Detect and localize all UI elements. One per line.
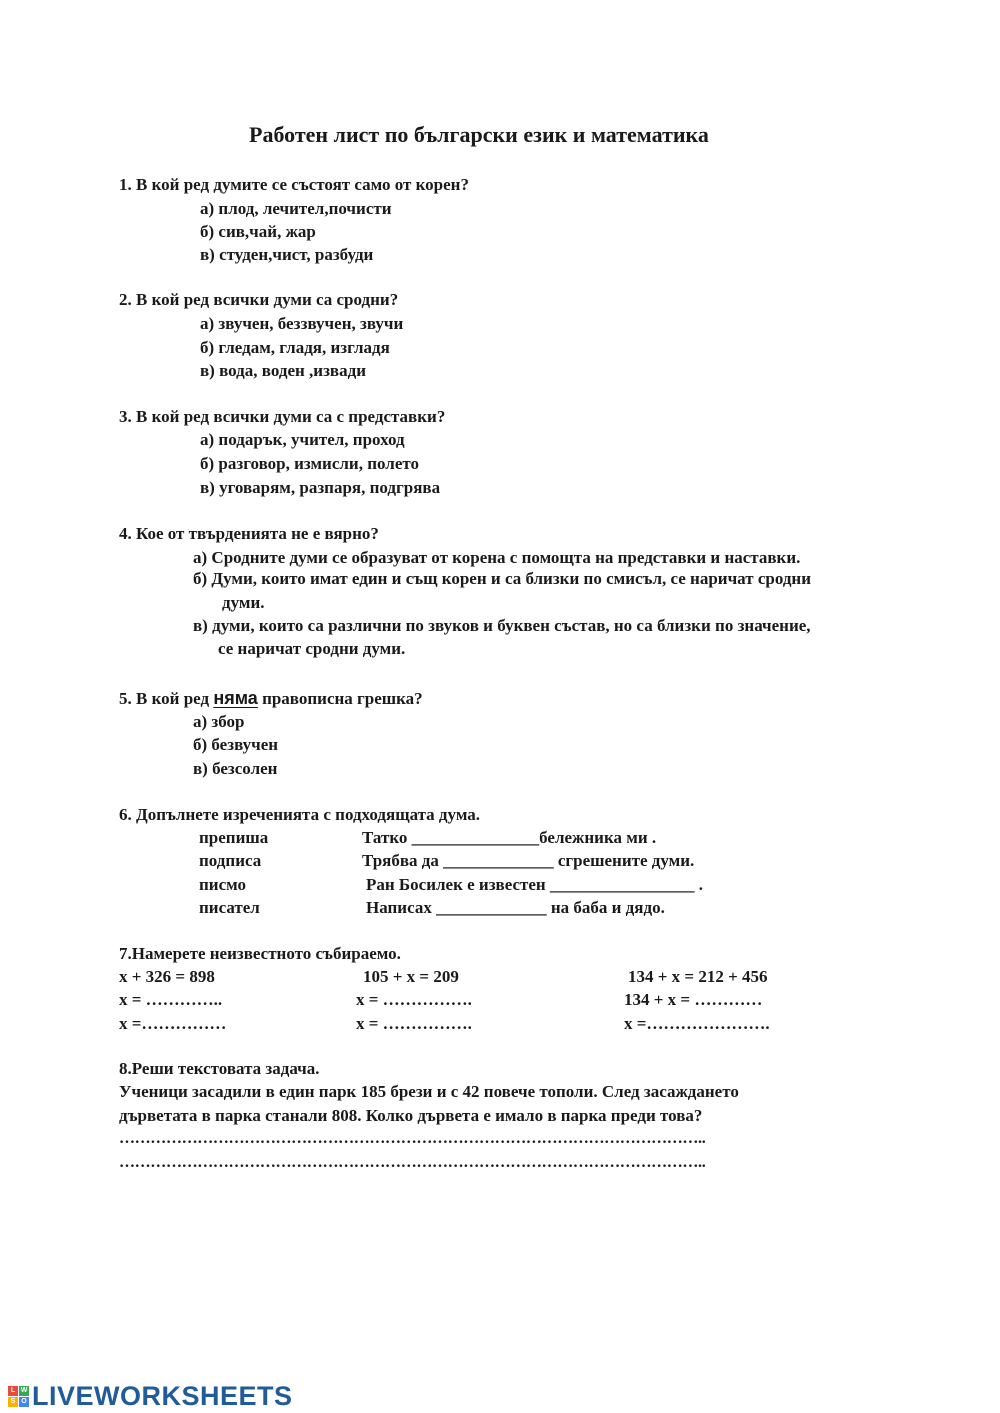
q1-option-c: в) студен,чист, разбуди [200,245,374,264]
q1-option-b: б) сив,чай, жар [200,222,316,241]
q8-answer-line-1[interactable]: ………………………………………………………………………………………………….. [119,1130,706,1147]
q6-sentence-4: Написах _____________ на баба и дядо. [366,898,665,917]
q2-option-a: а) звучен, беззвучен, звучи [200,314,404,333]
q6-sentence-2: Трябва да _____________ сгрешените думи. [362,851,695,870]
q7-col3-line1: 134 + x = 212 + 456 [628,967,768,986]
logo-block-2: W [20,1386,28,1394]
logo-block-1: L [8,1386,18,1396]
q7-col3-line2: 134 + x = ………… [624,990,763,1009]
logo-block-4: O [19,1397,29,1407]
q4-option-b-line1: б) Думи, които имат един и същ корен и са близки по смисъл, се наричат сродни [193,569,812,588]
question-4: 4. Кое от твърденията не е вярно? [119,524,379,543]
q1-option-a: а) плод, лечител,почисти [200,199,392,218]
q6-word-2: подписа [199,851,262,870]
question-8: 8.Реши текстовата задача. [119,1059,320,1078]
q7-col1-line2: x = ………….. [119,990,223,1009]
liveworksheets-logo[interactable] [8,1380,293,1412]
q5-option-b: б) безвучен [193,735,279,754]
q7-col1-line1: x + 326 = 898 [119,967,215,986]
q6-sentence-3: Ран Босилек е известен _________________ . [366,875,703,894]
q6-word-1: препиша [199,828,269,847]
logo-text: LIVEWORKSHEETS [32,1380,293,1411]
q3-option-a: а) подарък, учител, проход [200,430,405,449]
q8-text-line2: дърветата в парка станали 808. Колко дървета е имало в парка преди това? [119,1106,703,1125]
q4-option-c-line2: се наричат сродни думи. [218,639,406,658]
question-7: 7.Намерете неизвестното събираемо. [119,944,401,963]
q8-answer-line-2[interactable]: ………………………………………………………………………………………………….. [119,1154,706,1171]
q7-col2-line1: 105 + x = 209 [363,967,459,986]
q4-option-a: а) Сродните думи се образуват от корена с помощта на представки и наставки. [193,548,801,567]
q8-text-line1: Ученици засадили в един парк 185 брези и с 42 повече тополи. След засаждането [119,1082,739,1101]
q5-option-c: в) безсолен [193,759,278,778]
q5-option-a: а) збор [193,712,245,731]
q7-col2-line2: x = ……………. [356,990,472,1009]
q5-underlined-word: няма [213,688,258,708]
logo-block-3: S [8,1397,18,1407]
q3-option-b: б) разговор, измисли, полето [200,454,420,473]
question-3: 3. В кой ред всички думи са с представки? [119,407,446,426]
q4-option-b-line2: думи. [222,593,265,612]
question-2: 2. В кой ред всички думи са сродни? [119,290,399,309]
q6-sentence-1: Татко _______________бележника ми . [362,828,657,847]
q4-option-c-line1: в) думи, които са различни по звуков и буквен състав, но са близки по значение, [193,616,811,635]
logo-blocks-icon [8,1386,29,1407]
question-1: 1. В кой ред думите се състоят само от корен? [119,175,469,194]
q5-question-pre: 5. В кой ред [119,689,214,708]
q7-col2-line3: x = ……………. [356,1014,472,1033]
q3-option-c: в) уговарям, разпаря, подгрява [200,478,441,497]
q5-question-post: правописна грешка? [257,689,423,708]
q2-option-b: б) гледам, гладя, изгладя [200,338,390,357]
q6-word-4: писател [199,898,260,917]
question-5 [119,688,423,709]
q6-word-3: писмо [199,875,246,894]
page-title: Работен лист по български език и математика [249,122,709,147]
question-6: 6. Допълнете изреченията с подходящата дума. [119,805,481,824]
q7-col1-line3: x =…………… [119,1014,227,1033]
q2-option-c: в) вода, воден ,извади [200,361,366,380]
q7-col3-line3: x =…………………. [624,1014,770,1033]
